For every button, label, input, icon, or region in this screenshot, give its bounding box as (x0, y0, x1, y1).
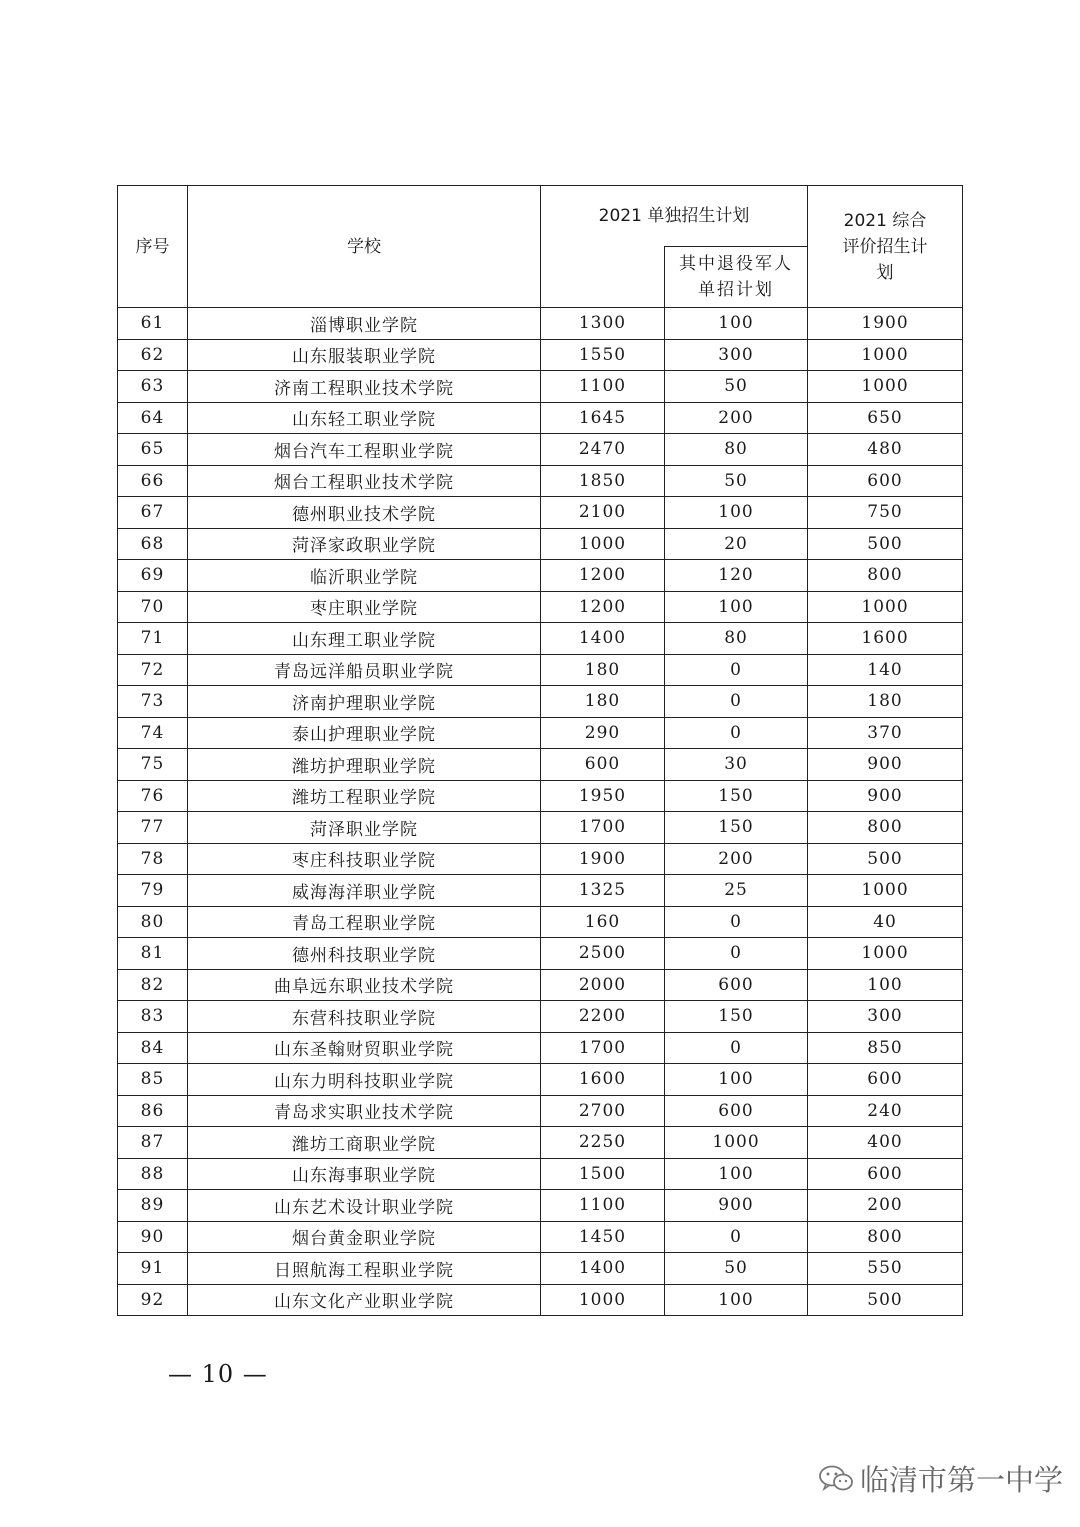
row-comprehensive-plan: 900 (808, 749, 963, 781)
row-seq: 66 (118, 465, 188, 497)
row-veterans-plan: 600 (665, 1095, 808, 1127)
row-school: 济南工程职业技术学院 (188, 371, 541, 403)
row-school: 潍坊工商职业学院 (188, 1127, 541, 1159)
row-veterans-plan: 50 (665, 371, 808, 403)
row-comprehensive-plan: 600 (808, 465, 963, 497)
table-row (118, 308, 963, 340)
enrollment-plan-table (117, 185, 963, 1316)
row-veterans-plan: 100 (665, 1064, 808, 1096)
row-independent-plan: 1700 (541, 812, 665, 844)
row-comprehensive-plan: 400 (808, 1127, 963, 1159)
table-row (118, 780, 963, 812)
row-school: 曲阜远东职业技术学院 (188, 969, 541, 1001)
row-veterans-plan: 0 (665, 654, 808, 686)
row-seq: 62 (118, 339, 188, 371)
row-seq: 81 (118, 938, 188, 970)
row-veterans-plan: 0 (665, 938, 808, 970)
table-row (118, 1190, 963, 1222)
header-school: 学校 (188, 186, 541, 308)
row-seq: 61 (118, 308, 188, 340)
row-veterans-plan: 200 (665, 402, 808, 434)
row-seq: 86 (118, 1095, 188, 1127)
row-veterans-plan: 80 (665, 434, 808, 466)
row-seq: 71 (118, 623, 188, 655)
row-seq: 67 (118, 497, 188, 529)
row-seq: 72 (118, 654, 188, 686)
row-seq: 90 (118, 1221, 188, 1253)
row-school: 淄博职业学院 (188, 308, 541, 340)
table-row (118, 906, 963, 938)
row-seq: 78 (118, 843, 188, 875)
row-independent-plan: 2100 (541, 497, 665, 529)
row-comprehensive-plan: 600 (808, 1064, 963, 1096)
row-school: 烟台黄金职业学院 (188, 1221, 541, 1253)
row-independent-plan: 600 (541, 749, 665, 781)
row-veterans-plan: 900 (665, 1190, 808, 1222)
row-seq: 88 (118, 1158, 188, 1190)
row-school: 东营科技职业学院 (188, 1001, 541, 1033)
row-comprehensive-plan: 600 (808, 1158, 963, 1190)
row-comprehensive-plan: 800 (808, 1221, 963, 1253)
row-veterans-plan: 100 (665, 1284, 808, 1316)
header-comprehensive-plan: 2021 综合评价招生计划 (808, 186, 963, 308)
row-seq: 70 (118, 591, 188, 623)
row-seq: 91 (118, 1253, 188, 1285)
table-row (118, 1253, 963, 1285)
row-school: 山东力明科技职业学院 (188, 1064, 541, 1096)
row-school: 青岛工程职业学院 (188, 906, 541, 938)
row-comprehensive-plan: 200 (808, 1190, 963, 1222)
row-school: 菏泽家政职业学院 (188, 528, 541, 560)
row-independent-plan: 1000 (541, 1284, 665, 1316)
table-row (118, 591, 963, 623)
row-veterans-plan: 300 (665, 339, 808, 371)
table-row (118, 749, 963, 781)
row-seq: 77 (118, 812, 188, 844)
table-row (118, 371, 963, 403)
row-veterans-plan: 1000 (665, 1127, 808, 1159)
row-comprehensive-plan: 1600 (808, 623, 963, 655)
row-independent-plan: 2470 (541, 434, 665, 466)
row-school: 临沂职业学院 (188, 560, 541, 592)
table-row (118, 1221, 963, 1253)
table-row (118, 969, 963, 1001)
row-comprehensive-plan: 1000 (808, 371, 963, 403)
row-comprehensive-plan: 100 (808, 969, 963, 1001)
row-seq: 79 (118, 875, 188, 907)
row-seq: 85 (118, 1064, 188, 1096)
row-comprehensive-plan: 1000 (808, 938, 963, 970)
row-veterans-plan: 150 (665, 812, 808, 844)
row-veterans-plan: 200 (665, 843, 808, 875)
table-row (118, 402, 963, 434)
row-independent-plan: 2700 (541, 1095, 665, 1127)
row-independent-plan: 1500 (541, 1158, 665, 1190)
row-seq: 63 (118, 371, 188, 403)
row-independent-plan: 1600 (541, 1064, 665, 1096)
row-veterans-plan: 150 (665, 1001, 808, 1033)
wechat-icon (818, 1464, 854, 1494)
header-independent-plan-total (541, 247, 665, 308)
table-row (118, 875, 963, 907)
page-number: — 10 — (168, 1360, 268, 1388)
row-veterans-plan: 0 (665, 1221, 808, 1253)
row-seq: 84 (118, 1032, 188, 1064)
row-independent-plan: 1200 (541, 560, 665, 592)
row-school: 山东海事职业学院 (188, 1158, 541, 1190)
row-independent-plan: 1100 (541, 1190, 665, 1222)
table-row (118, 560, 963, 592)
row-independent-plan: 290 (541, 717, 665, 749)
row-school: 山东服装职业学院 (188, 339, 541, 371)
row-independent-plan: 1300 (541, 308, 665, 340)
row-seq: 73 (118, 686, 188, 718)
row-seq: 64 (118, 402, 188, 434)
row-school: 山东理工职业学院 (188, 623, 541, 655)
row-school: 济南护理职业学院 (188, 686, 541, 718)
row-seq: 76 (118, 780, 188, 812)
row-comprehensive-plan: 1900 (808, 308, 963, 340)
table-row (118, 686, 963, 718)
table-row (118, 497, 963, 529)
row-comprehensive-plan: 1000 (808, 339, 963, 371)
table-row (118, 1158, 963, 1190)
row-comprehensive-plan: 800 (808, 560, 963, 592)
row-seq: 87 (118, 1127, 188, 1159)
row-comprehensive-plan: 1000 (808, 591, 963, 623)
row-independent-plan: 1550 (541, 339, 665, 371)
row-school: 山东圣翰财贸职业学院 (188, 1032, 541, 1064)
row-school: 威海海洋职业学院 (188, 875, 541, 907)
row-independent-plan: 1850 (541, 465, 665, 497)
row-independent-plan: 1000 (541, 528, 665, 560)
row-school: 枣庄科技职业学院 (188, 843, 541, 875)
table-row (118, 1032, 963, 1064)
row-comprehensive-plan: 500 (808, 843, 963, 875)
row-school: 山东轻工职业学院 (188, 402, 541, 434)
row-independent-plan: 1700 (541, 1032, 665, 1064)
row-comprehensive-plan: 500 (808, 1284, 963, 1316)
row-independent-plan: 1950 (541, 780, 665, 812)
row-independent-plan: 1900 (541, 843, 665, 875)
row-independent-plan: 160 (541, 906, 665, 938)
row-independent-plan: 1325 (541, 875, 665, 907)
row-independent-plan: 2250 (541, 1127, 665, 1159)
row-veterans-plan: 600 (665, 969, 808, 1001)
header-independent-plan: 2021 单独招生计划 (541, 186, 808, 247)
table-row (118, 528, 963, 560)
table-body (118, 308, 963, 1316)
row-school: 潍坊护理职业学院 (188, 749, 541, 781)
row-school: 德州科技职业学院 (188, 938, 541, 970)
table-row (118, 465, 963, 497)
row-school: 烟台汽车工程职业学院 (188, 434, 541, 466)
row-comprehensive-plan: 180 (808, 686, 963, 718)
row-seq: 75 (118, 749, 188, 781)
row-veterans-plan: 20 (665, 528, 808, 560)
row-seq: 89 (118, 1190, 188, 1222)
row-comprehensive-plan: 750 (808, 497, 963, 529)
row-veterans-plan: 25 (665, 875, 808, 907)
row-comprehensive-plan: 1000 (808, 875, 963, 907)
row-independent-plan: 1400 (541, 1253, 665, 1285)
row-veterans-plan: 0 (665, 717, 808, 749)
table-row (118, 623, 963, 655)
row-comprehensive-plan: 300 (808, 1001, 963, 1033)
row-school: 山东文化产业职业学院 (188, 1284, 541, 1316)
row-comprehensive-plan: 850 (808, 1032, 963, 1064)
row-veterans-plan: 120 (665, 560, 808, 592)
row-school: 青岛远洋船员职业学院 (188, 654, 541, 686)
row-school: 青岛求实职业技术学院 (188, 1095, 541, 1127)
row-seq: 92 (118, 1284, 188, 1316)
row-seq: 83 (118, 1001, 188, 1033)
row-independent-plan: 1200 (541, 591, 665, 623)
row-school: 潍坊工程职业学院 (188, 780, 541, 812)
row-comprehensive-plan: 800 (808, 812, 963, 844)
row-independent-plan: 1100 (541, 371, 665, 403)
row-independent-plan: 2200 (541, 1001, 665, 1033)
row-veterans-plan: 100 (665, 308, 808, 340)
row-comprehensive-plan: 500 (808, 528, 963, 560)
row-independent-plan: 1450 (541, 1221, 665, 1253)
row-veterans-plan: 30 (665, 749, 808, 781)
row-school: 泰山护理职业学院 (188, 717, 541, 749)
watermark-text: 临清市第一中学 (860, 1463, 1064, 1497)
table-row (118, 1095, 963, 1127)
row-school: 日照航海工程职业学院 (188, 1253, 541, 1285)
table-row (118, 1064, 963, 1096)
row-veterans-plan: 50 (665, 1253, 808, 1285)
row-independent-plan: 180 (541, 686, 665, 718)
row-veterans-plan: 100 (665, 591, 808, 623)
row-seq: 74 (118, 717, 188, 749)
row-seq: 68 (118, 528, 188, 560)
table-row (118, 1127, 963, 1159)
row-school: 烟台工程职业技术学院 (188, 465, 541, 497)
row-veterans-plan: 80 (665, 623, 808, 655)
row-veterans-plan: 150 (665, 780, 808, 812)
row-school: 山东艺术设计职业学院 (188, 1190, 541, 1222)
row-veterans-plan: 100 (665, 1158, 808, 1190)
header-veterans-plan: 其中退役军人单招计划 (665, 247, 808, 308)
row-independent-plan: 1400 (541, 623, 665, 655)
row-veterans-plan: 0 (665, 906, 808, 938)
row-comprehensive-plan: 140 (808, 654, 963, 686)
header-seq: 序号 (118, 186, 188, 308)
table-row (118, 717, 963, 749)
row-veterans-plan: 100 (665, 497, 808, 529)
row-school: 枣庄职业学院 (188, 591, 541, 623)
row-comprehensive-plan: 900 (808, 780, 963, 812)
row-comprehensive-plan: 40 (808, 906, 963, 938)
row-independent-plan: 2000 (541, 969, 665, 1001)
table-row (118, 812, 963, 844)
row-veterans-plan: 50 (665, 465, 808, 497)
row-seq: 80 (118, 906, 188, 938)
row-seq: 69 (118, 560, 188, 592)
row-seq: 65 (118, 434, 188, 466)
table-row (118, 654, 963, 686)
row-comprehensive-plan: 240 (808, 1095, 963, 1127)
row-comprehensive-plan: 480 (808, 434, 963, 466)
row-school: 菏泽职业学院 (188, 812, 541, 844)
table-row (118, 1284, 963, 1316)
row-comprehensive-plan: 370 (808, 717, 963, 749)
row-school: 德州职业技术学院 (188, 497, 541, 529)
row-independent-plan: 1645 (541, 402, 665, 434)
table-row (118, 938, 963, 970)
row-veterans-plan: 0 (665, 1032, 808, 1064)
row-independent-plan: 180 (541, 654, 665, 686)
row-veterans-plan: 0 (665, 686, 808, 718)
table-row (118, 434, 963, 466)
row-seq: 82 (118, 969, 188, 1001)
row-comprehensive-plan: 650 (808, 402, 963, 434)
table-row (118, 1001, 963, 1033)
watermark (818, 1458, 1063, 1499)
row-independent-plan: 2500 (541, 938, 665, 970)
table-row (118, 843, 963, 875)
row-comprehensive-plan: 550 (808, 1253, 963, 1285)
table-row (118, 339, 963, 371)
